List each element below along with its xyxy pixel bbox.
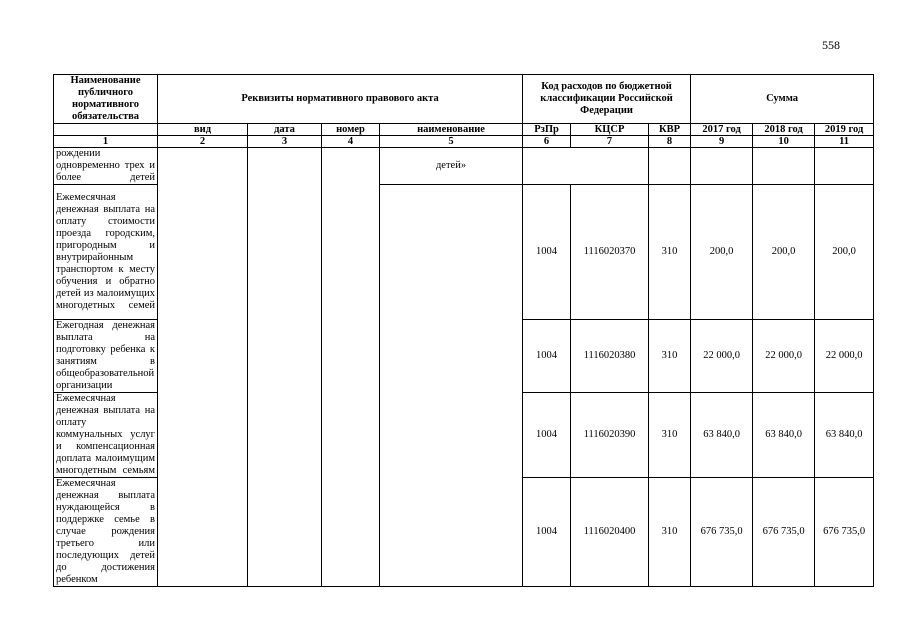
header-naimenovanie: наименование xyxy=(380,124,523,136)
header-2019: 2019 год xyxy=(815,124,874,136)
obligation-name: Ежегодная денежная выплата на подготовку ребенка к занятиям в общеобразовательной организации xyxy=(54,320,158,393)
sum-2017-cell: 22 000,0 xyxy=(691,320,753,393)
kcsr-cell: 1116020390 xyxy=(571,393,649,478)
column-number: 8 xyxy=(649,136,691,148)
code-cell xyxy=(523,148,649,185)
kvr-cell xyxy=(649,148,691,185)
kvr-cell: 310 xyxy=(649,478,691,587)
header-kvr: КВР xyxy=(649,124,691,136)
header-obligation-cont xyxy=(54,124,158,136)
sum-2018-cell: 200,0 xyxy=(753,185,815,320)
kvr-cell: 310 xyxy=(649,185,691,320)
header-kcsr: КЦСР xyxy=(571,124,649,136)
kvr-cell: 310 xyxy=(649,320,691,393)
rzpr-cell: 1004 xyxy=(523,393,571,478)
column-number: 10 xyxy=(753,136,815,148)
header-data: дата xyxy=(248,124,322,136)
naimenovanie-cell xyxy=(380,185,523,587)
kcsr-cell: 1116020370 xyxy=(571,185,649,320)
sum-2018-cell xyxy=(753,148,815,185)
header-nomer: номер xyxy=(322,124,380,136)
obligation-name: Ежемесячная денежная выплата на оплату стоимости проезда городским, пригородным и внутрирайонным транспортом к месту обучения и обратно детей из малоимущих многодетных семей xyxy=(54,185,158,320)
rzpr-cell: 1004 xyxy=(523,185,571,320)
column-number: 5 xyxy=(380,136,523,148)
column-number: 11 xyxy=(815,136,874,148)
column-number: 3 xyxy=(248,136,322,148)
column-number: 7 xyxy=(571,136,649,148)
kcsr-cell: 1116020400 xyxy=(571,478,649,587)
header-vid: вид xyxy=(158,124,248,136)
vid-cell xyxy=(158,148,248,587)
sum-2017-cell: 676 735,0 xyxy=(691,478,753,587)
sum-2017-cell: 63 840,0 xyxy=(691,393,753,478)
nomer-cell xyxy=(322,148,380,587)
header-budget-code: Код расходов по бюджетной классификации Российской Федерации xyxy=(523,75,691,124)
sum-2019-cell: 200,0 xyxy=(815,185,874,320)
column-number: 4 xyxy=(322,136,380,148)
kcsr-cell: 1116020380 xyxy=(571,320,649,393)
kvr-cell: 310 xyxy=(649,393,691,478)
table-row xyxy=(54,148,874,185)
sum-2019-cell: 22 000,0 xyxy=(815,320,874,393)
obligation-name: рождении одновременно трех и более детей xyxy=(54,148,158,185)
header-2017: 2017 год xyxy=(691,124,753,136)
sum-2018-cell: 63 840,0 xyxy=(753,393,815,478)
page-number: 558 xyxy=(822,38,840,52)
rzpr-cell: 1004 xyxy=(523,478,571,587)
sum-2017-cell xyxy=(691,148,753,185)
sum-2019-cell xyxy=(815,148,874,185)
header-obligation: Наименование публичного нормативного обязательства xyxy=(54,75,158,124)
obligation-name: Ежемесячная денежная выплата нуждающейся в поддержке семье в случае рождения третьего или последующих детей до достижения ребенком xyxy=(54,478,158,587)
column-number: 9 xyxy=(691,136,753,148)
column-number: 6 xyxy=(523,136,571,148)
header-rzpr: РзПр xyxy=(523,124,571,136)
header-2018: 2018 год xyxy=(753,124,815,136)
obligation-name: Ежемесячная денежная выплата на оплату коммунальных услуг и компенсационная доплата малоимущим многодетным семьям xyxy=(54,393,158,478)
naimenovanie-cell: детей» xyxy=(380,148,523,185)
column-number: 2 xyxy=(158,136,248,148)
sum-2018-cell: 22 000,0 xyxy=(753,320,815,393)
budget-table xyxy=(53,74,874,587)
sum-2017-cell: 200,0 xyxy=(691,185,753,320)
column-number: 1 xyxy=(54,136,158,148)
data-cell xyxy=(248,148,322,587)
rzpr-cell: 1004 xyxy=(523,320,571,393)
header-requisites: Реквизиты нормативного правового акта xyxy=(158,75,523,124)
header-sum: Сумма xyxy=(691,75,874,124)
sum-2018-cell: 676 735,0 xyxy=(753,478,815,587)
sum-2019-cell: 676 735,0 xyxy=(815,478,874,587)
sum-2019-cell: 63 840,0 xyxy=(815,393,874,478)
